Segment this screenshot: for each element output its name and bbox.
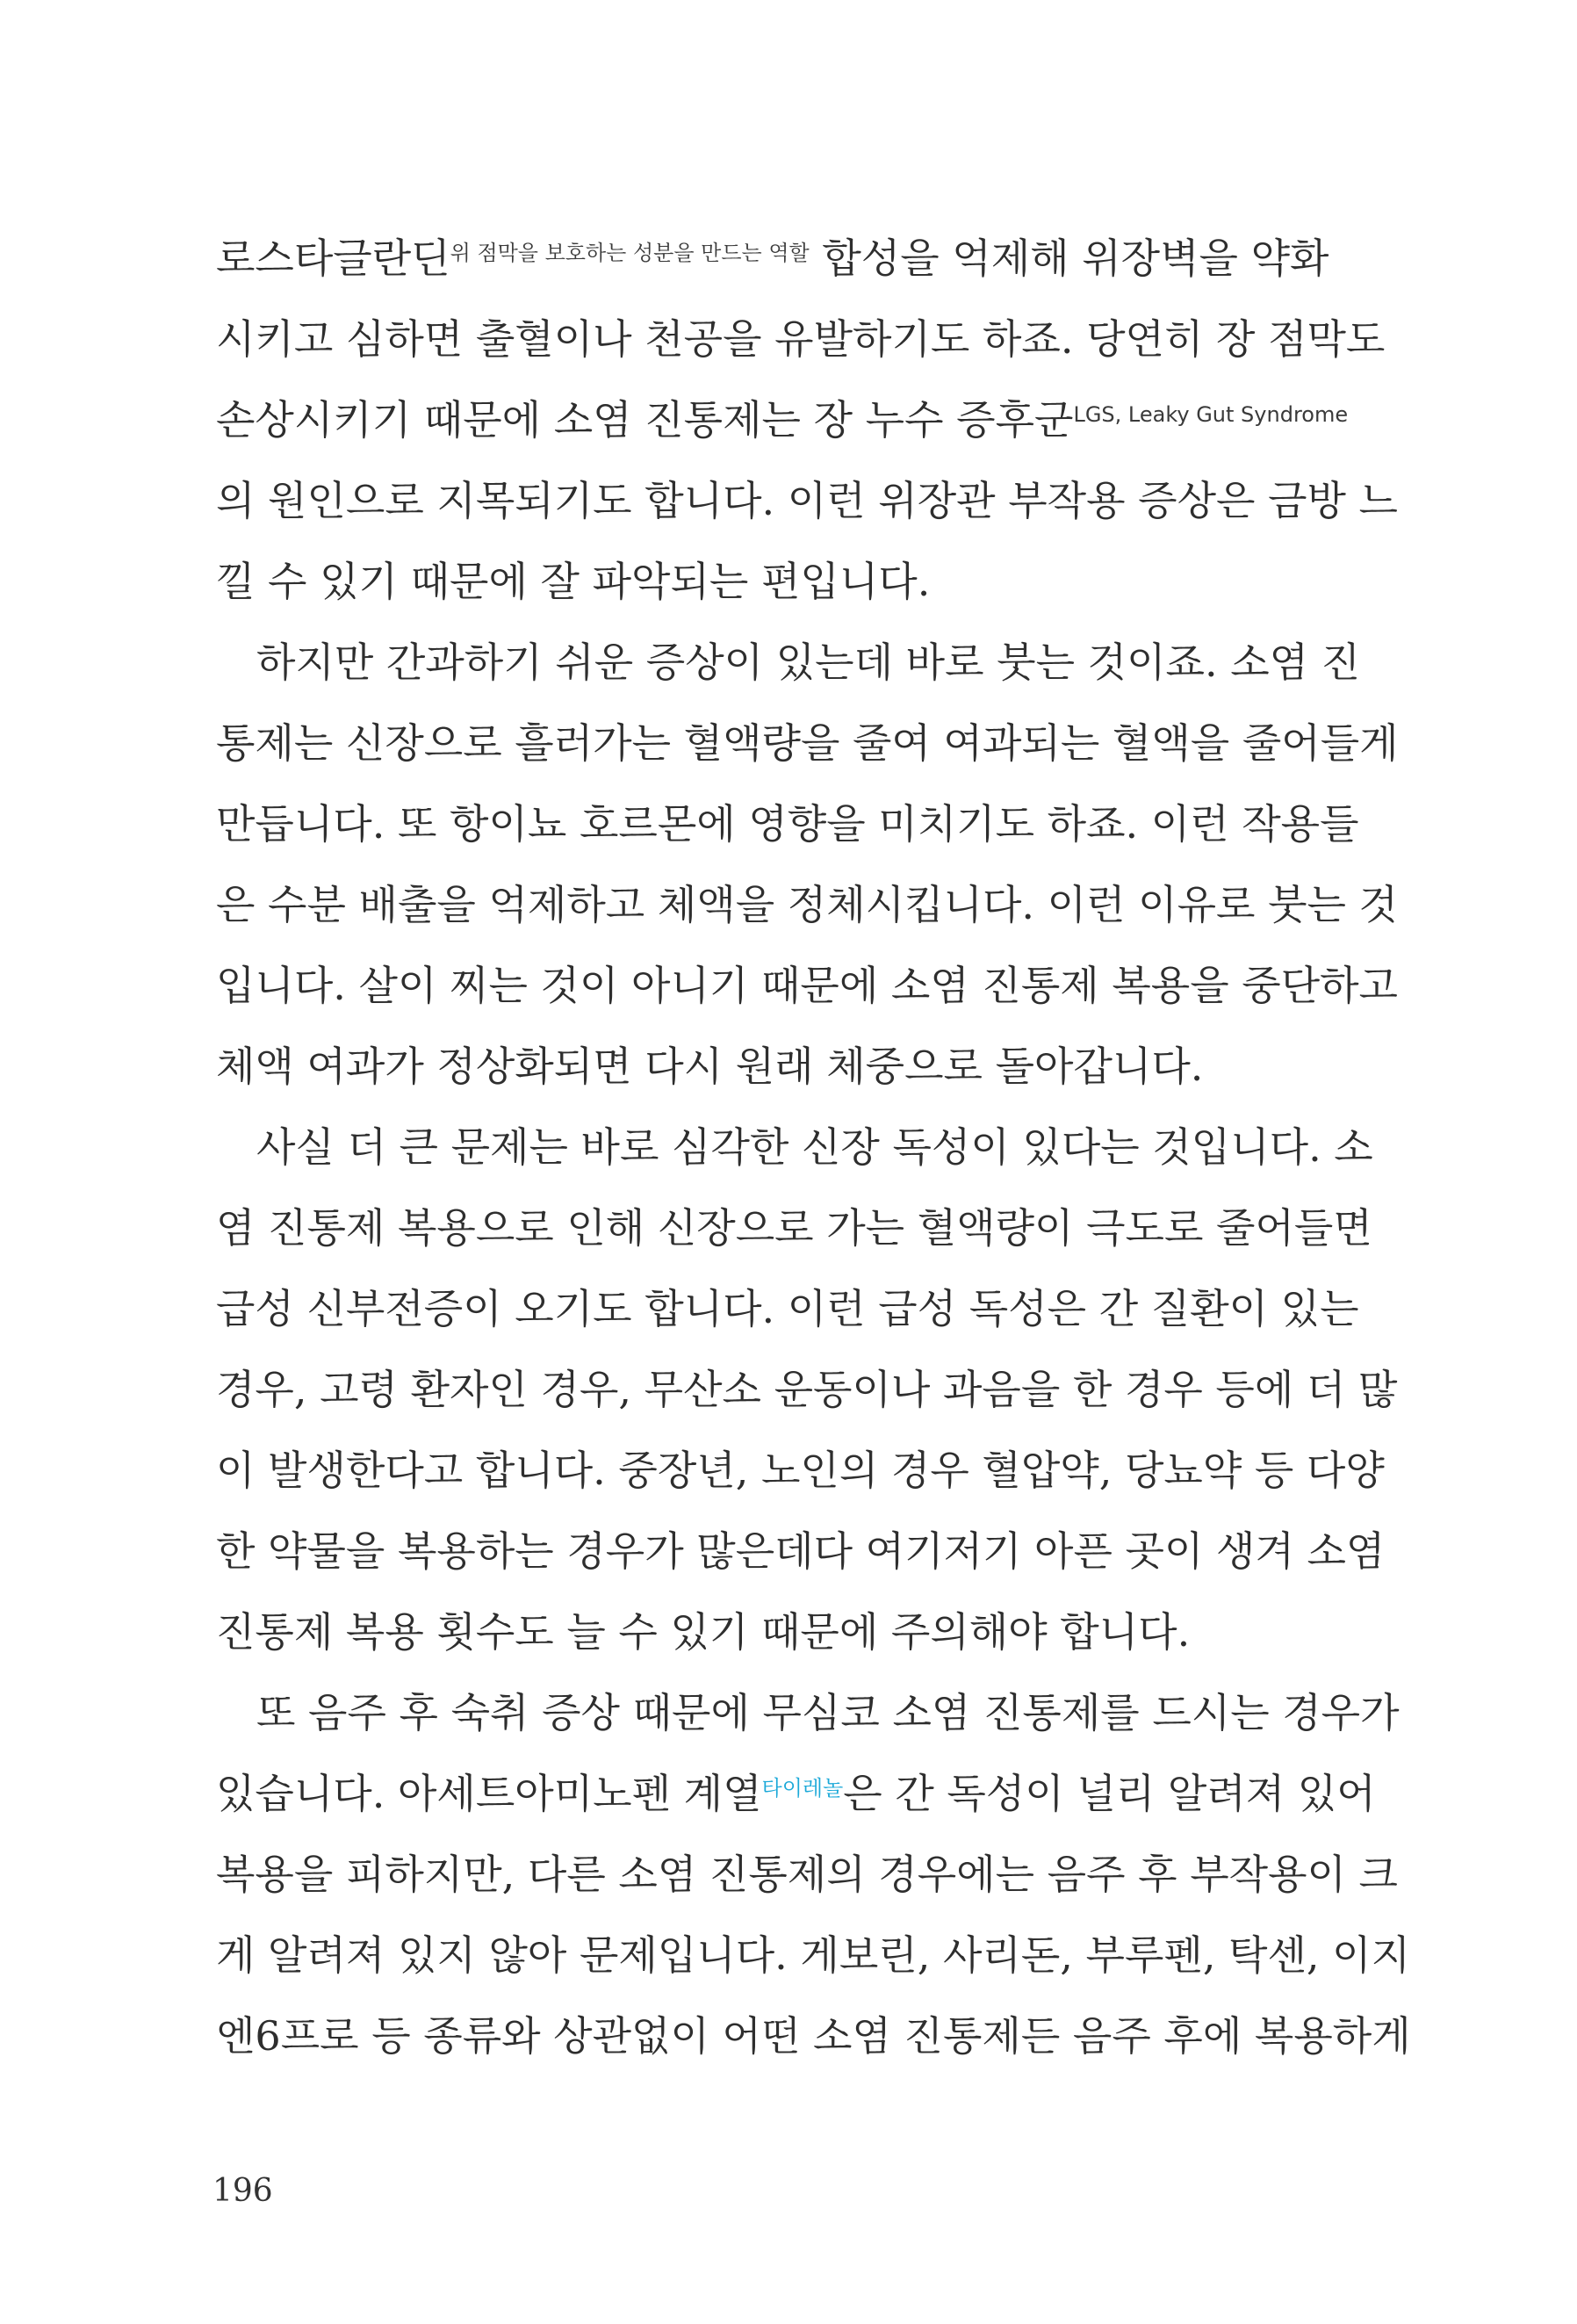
text-line [216, 541, 1287, 622]
text-line [216, 218, 1329, 299]
text-run: 게 알려져 있지 않아 문제입니다. 게보린, 사리돈, 부루펜, 탁센, 이지 [216, 1931, 1411, 1979]
text-line [216, 1834, 1398, 1915]
body-text [216, 218, 1411, 2076]
text-line [216, 622, 1361, 703]
text-line [216, 299, 1386, 379]
text-line [216, 1349, 1398, 1430]
text-run: 로스타글란딘 [216, 235, 450, 282]
text-line [216, 1511, 1386, 1591]
text-line [216, 703, 1399, 783]
text-line [216, 1187, 1372, 1268]
text-run: 또 음주 후 숙취 증상 때문에 무심코 소염 진통제를 드시는 경우가 [256, 1689, 1400, 1736]
text-run: 있습니다. 아세트아미노펜 계열 [216, 1770, 762, 1817]
text-run: 엔6프로 등 종류와 상관없이 어떤 소염 진통제든 음주 후에 복용하게 [216, 2012, 1411, 2060]
text-line [216, 1996, 1411, 2076]
inline-annotation: LGS, Leaky Gut Syndrome [1073, 402, 1349, 427]
text-run: 염 진통제 복용으로 인해 신장으로 가는 혈액량이 극도로 줄어들면 [216, 1204, 1372, 1252]
text-run: 은 수분 배출을 억제하고 체액을 정체시킵니다. 이런 이유로 붓는 것 [216, 881, 1398, 928]
inline-annotation: 위 점막을 보호하는 성분을 만드는 역할 [450, 241, 810, 265]
text-line [216, 1430, 1385, 1511]
text-line [216, 1915, 1411, 1996]
text-line [216, 1268, 1359, 1349]
text-line [216, 1672, 1400, 1753]
text-run: 사실 더 큰 문제는 바로 심각한 신장 독성이 있다는 것입니다. 소 [256, 1123, 1373, 1171]
text-run: 만듭니다. 또 항이뇨 호르몬에 영향을 미치기도 하죠. 이런 작용들 [216, 800, 1359, 848]
text-line [216, 460, 1398, 541]
text-run: 하지만 간과하기 쉬운 증상이 있는데 바로 붓는 것이죠. 소염 진 [256, 639, 1361, 686]
text-run: 손상시키기 때문에 소염 진통제는 장 누수 증후군 [216, 396, 1074, 444]
text-run: 체액 여과가 정상화되면 다시 원래 체중으로 돌아갑니다. [216, 1043, 1204, 1090]
text-run: 한 약물을 복용하는 경우가 많은데다 여기저기 아픈 곳이 생겨 소염 [216, 1527, 1386, 1575]
text-run: 시키고 심하면 출혈이나 천공을 유발하기도 하죠. 당연히 장 점막도 [216, 315, 1386, 363]
text-line [216, 945, 1398, 1026]
text-line [216, 1591, 1287, 1672]
text-line [216, 1026, 1287, 1107]
text-run: 합성을 억제해 위장벽을 약화 [809, 235, 1329, 282]
text-run: 급성 신부전증이 오기도 합니다. 이런 급성 독성은 간 질환이 있는 [216, 1285, 1359, 1332]
text-run: 진통제 복용 횟수도 늘 수 있기 때문에 주의해야 합니다. [216, 1608, 1191, 1656]
text-line [216, 379, 1349, 460]
inline-annotation: 타이레놀 [761, 1776, 844, 1801]
text-line [216, 783, 1359, 864]
page-number: 196 [212, 2173, 273, 2209]
text-run: 경우, 고령 환자인 경우, 무산소 운동이나 과음을 한 경우 등에 더 많 [216, 1366, 1398, 1413]
text-line [216, 1107, 1373, 1187]
text-line [216, 1753, 1376, 1834]
text-run: 입니다. 살이 찌는 것이 아니기 때문에 소염 진통제 복용을 중단하고 [216, 962, 1398, 1009]
text-run: 복용을 피하지만, 다른 소염 진통제의 경우에는 음주 후 부작용이 크 [216, 1851, 1398, 1898]
text-run: 낄 수 있기 때문에 잘 파악되는 편입니다. [216, 558, 931, 605]
text-run: 이 발생한다고 합니다. 중장년, 노인의 경우 혈압약, 당뇨약 등 다양 [216, 1447, 1385, 1494]
text-run: 은 간 독성이 널리 알려져 있어 [843, 1770, 1376, 1817]
text-run: 의 원인으로 지목되기도 합니다. 이런 위장관 부작용 증상은 금방 느 [216, 477, 1398, 524]
text-line [216, 864, 1398, 945]
text-run: 통제는 신장으로 흘러가는 혈액량을 줄여 여과되는 혈액을 줄어들게 [216, 719, 1399, 767]
